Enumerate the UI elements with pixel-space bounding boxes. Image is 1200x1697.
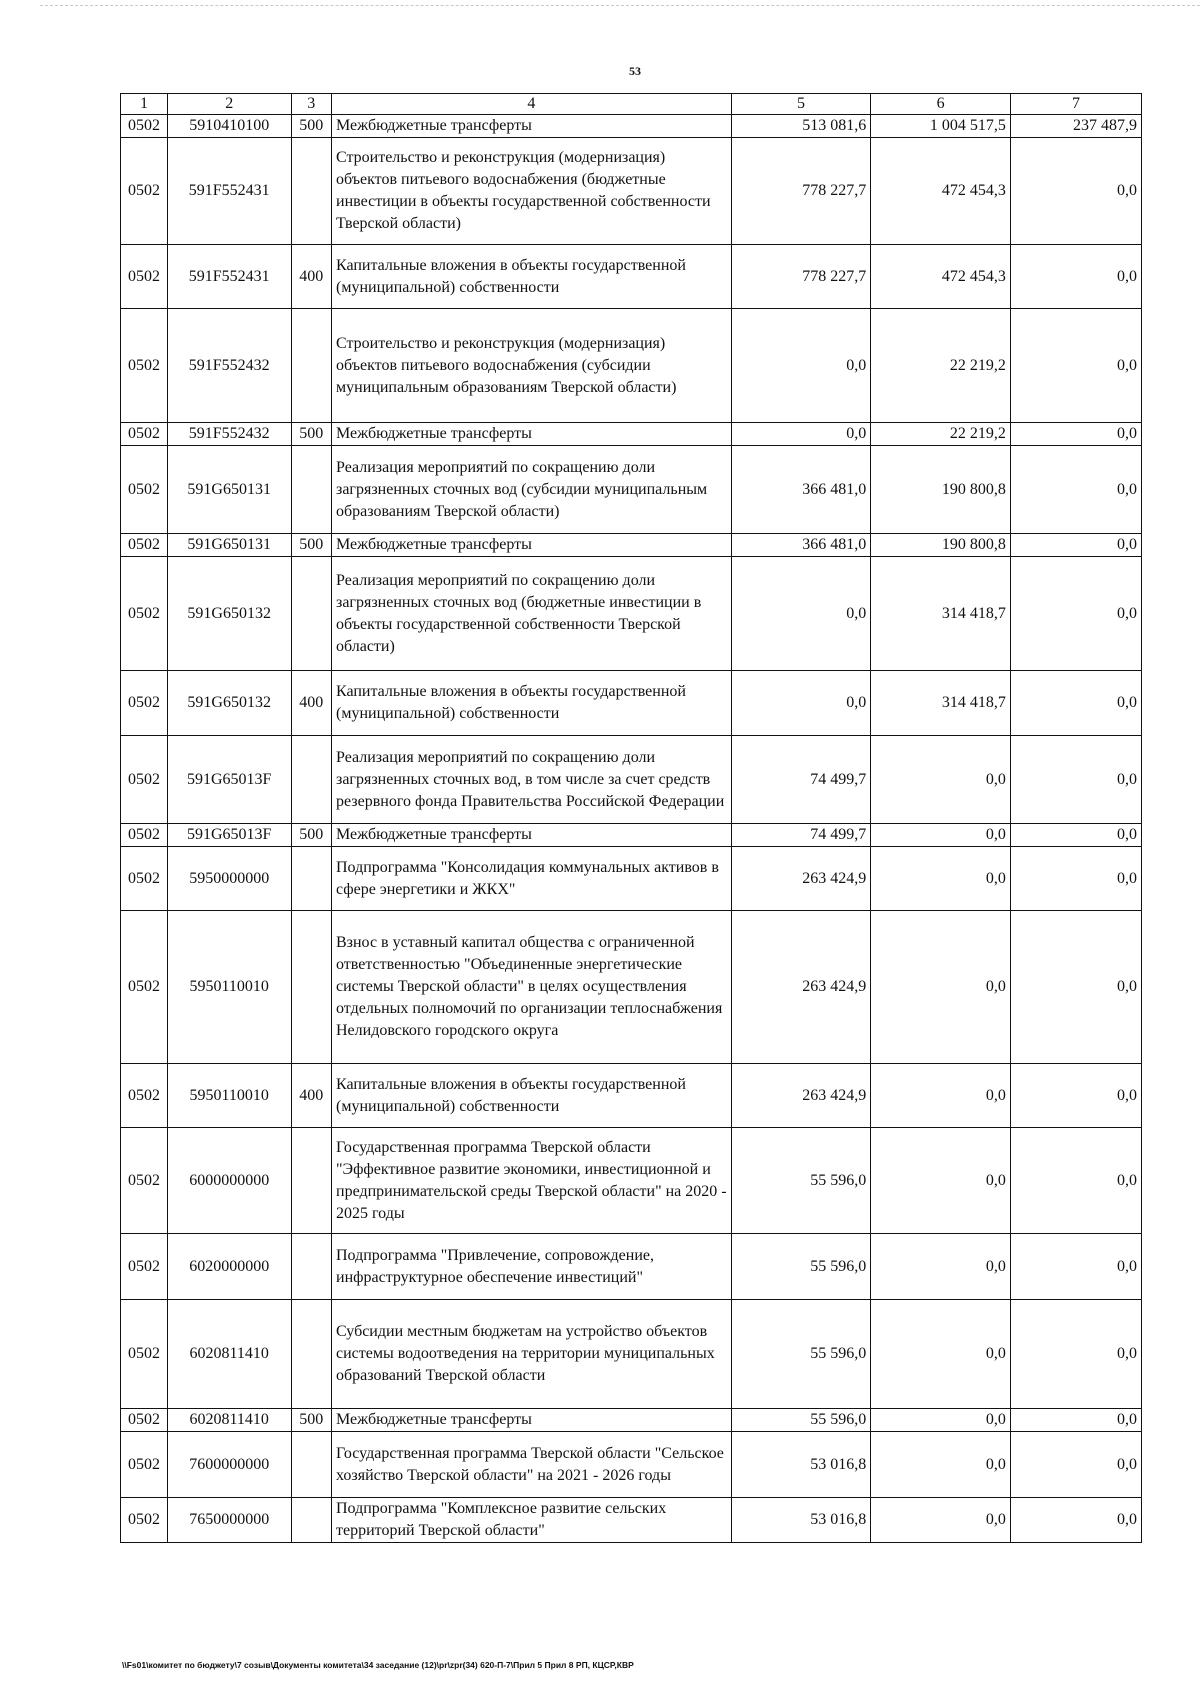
amount-col6-cell: 0,0 [871,1128,1011,1234]
amount-col5-cell: 55 596,0 [731,1234,871,1300]
target-code-cell: 591F552431 [167,245,291,309]
expense-type-cell [291,1498,331,1543]
item-name-cell: Межбюджетные трансферты [332,115,732,138]
expense-type-cell [291,557,331,671]
item-name-cell: Капитальные вложения в объекты государственной (муниципальной) собственности [332,671,732,736]
table-row [121,1300,1142,1409]
column-header: 6 [871,94,1011,115]
column-header: 5 [731,94,871,115]
target-code-cell: 591F552432 [167,423,291,446]
column-header: 7 [1010,94,1141,115]
target-code-cell: 591G65013F [167,824,291,847]
expense-type-cell: 500 [291,115,331,138]
target-code-cell: 591G650132 [167,557,291,671]
amount-col5-cell: 263 424,9 [731,911,871,1064]
amount-col5-cell: 263 424,9 [731,847,871,911]
target-code-cell: 591F552431 [167,138,291,245]
target-code-cell: 5950110010 [167,911,291,1064]
amount-col5-cell: 55 596,0 [731,1128,871,1234]
table-row [121,847,1142,911]
amount-col5-cell: 74 499,7 [731,824,871,847]
item-name-cell: Взнос в уставный капитал общества с ограниченной ответственностью "Объединенные энергетические системы Тверской области" в целях осуществления отдельных полномочий по организации теплоснабжения Нелидовского городского округа [332,911,732,1064]
footer-file-path: \\Fs01\комитет по бюджету\7 созыв\Документы комитета\34 заседание (12)\pr\zpr(34) 620-П-7\Прил 5 Прил 8 РП, КЦСР,КВР [122,1660,634,1670]
amount-col5-cell: 55 596,0 [731,1300,871,1409]
amount-col7-cell: 0,0 [1010,1128,1141,1234]
amount-col5-cell: 0,0 [731,423,871,446]
table-row [121,115,1142,138]
item-name-cell: Реализация мероприятий по сокращению доли загрязненных сточных вод (субсидии муниципальным образованиям Тверской области) [332,446,732,534]
amount-col7-cell: 0,0 [1010,824,1141,847]
target-code-cell: 591F552432 [167,309,291,423]
target-code-cell: 6000000000 [167,1128,291,1234]
amount-col5-cell: 53 016,8 [731,1498,871,1543]
amount-col7-cell: 237 487,9 [1010,115,1141,138]
amount-col6-cell: 22 219,2 [871,309,1011,423]
expense-type-cell: 500 [291,423,331,446]
table-row [121,1498,1142,1543]
amount-col5-cell: 366 481,0 [731,446,871,534]
item-name-cell: Межбюджетные трансферты [332,534,732,557]
amount-col6-cell: 0,0 [871,1432,1011,1498]
amount-col6-cell: 0,0 [871,1300,1011,1409]
amount-col6-cell: 0,0 [871,911,1011,1064]
item-name-cell: Строительство и реконструкция (модернизация) объектов питьевого водоснабжения (субсидии муниципальным образованиям Тверской области) [332,309,732,423]
amount-col5-cell: 53 016,8 [731,1432,871,1498]
section-cell: 0502 [121,1409,168,1432]
section-cell: 0502 [121,1128,168,1234]
amount-col7-cell: 0,0 [1010,1432,1141,1498]
expense-type-cell: 500 [291,824,331,847]
expense-type-cell [291,309,331,423]
amount-col5-cell: 513 081,6 [731,115,871,138]
table-row [121,824,1142,847]
amount-col6-cell: 22 219,2 [871,423,1011,446]
amount-col6-cell: 0,0 [871,1064,1011,1128]
expense-type-cell [291,138,331,245]
amount-col6-cell: 0,0 [871,1409,1011,1432]
section-cell: 0502 [121,115,168,138]
amount-col7-cell: 0,0 [1010,534,1141,557]
table-body [121,115,1142,1543]
table-row [121,1128,1142,1234]
item-name-cell: Государственная программа Тверской области "Сельское хозяйство Тверской области" на 2021 - 2026 годы [332,1432,732,1498]
expense-type-cell: 500 [291,534,331,557]
amount-col6-cell: 314 418,7 [871,557,1011,671]
section-cell: 0502 [121,534,168,557]
section-cell: 0502 [121,446,168,534]
amount-col5-cell: 0,0 [731,309,871,423]
table-row [121,138,1142,245]
amount-col7-cell: 0,0 [1010,1300,1141,1409]
expense-type-cell [291,446,331,534]
table-row [121,446,1142,534]
section-cell: 0502 [121,1064,168,1128]
item-name-cell: Межбюджетные трансферты [332,824,732,847]
section-cell: 0502 [121,824,168,847]
amount-col7-cell: 0,0 [1010,847,1141,911]
amount-col7-cell: 0,0 [1010,1234,1141,1300]
target-code-cell: 591G650131 [167,534,291,557]
amount-col6-cell: 314 418,7 [871,671,1011,736]
section-cell: 0502 [121,245,168,309]
table-row [121,911,1142,1064]
section-cell: 0502 [121,1234,168,1300]
column-header: 1 [121,94,168,115]
amount-col6-cell: 472 454,3 [871,245,1011,309]
amount-col6-cell: 1 004 517,5 [871,115,1011,138]
table-row [121,1064,1142,1128]
amount-col5-cell: 263 424,9 [731,1064,871,1128]
amount-col7-cell: 0,0 [1010,736,1141,824]
target-code-cell: 5950110010 [167,1064,291,1128]
amount-col7-cell: 0,0 [1010,245,1141,309]
target-code-cell: 5910410100 [167,115,291,138]
amount-col5-cell: 74 499,7 [731,736,871,824]
table-row [121,1409,1142,1432]
amount-col6-cell: 0,0 [871,847,1011,911]
amount-col6-cell: 0,0 [871,1234,1011,1300]
amount-col6-cell: 0,0 [871,1498,1011,1543]
item-name-cell: Межбюджетные трансферты [332,1409,732,1432]
section-cell: 0502 [121,671,168,736]
target-code-cell: 6020000000 [167,1234,291,1300]
section-cell: 0502 [121,1432,168,1498]
scan-artifact-line [40,5,1200,6]
item-name-cell: Реализация мероприятий по сокращению доли загрязненных сточных вод (бюджетные инвестиции в объекты государственной собственности Тверской области) [332,557,732,671]
amount-col7-cell: 0,0 [1010,1498,1141,1543]
item-name-cell: Строительство и реконструкция (модернизация) объектов питьевого водоснабжения (бюджетные инвестиции в объекты государственной собственности Тверской области) [332,138,732,245]
amount-col6-cell: 0,0 [871,824,1011,847]
expense-type-cell [291,1432,331,1498]
table-row [121,423,1142,446]
table-row [121,245,1142,309]
expense-type-cell [291,1300,331,1409]
amount-col7-cell: 0,0 [1010,446,1141,534]
section-cell: 0502 [121,423,168,446]
target-code-cell: 591G650132 [167,671,291,736]
item-name-cell: Подпрограмма "Привлечение, сопровождение, инфраструктурное обеспечение инвестиций" [332,1234,732,1300]
target-code-cell: 5950000000 [167,847,291,911]
expense-type-cell [291,1234,331,1300]
table-row [121,534,1142,557]
section-cell: 0502 [121,847,168,911]
expense-type-cell: 400 [291,245,331,309]
item-name-cell: Подпрограмма "Консолидация коммунальных активов в сфере энергетики и ЖКХ" [332,847,732,911]
amount-col6-cell: 190 800,8 [871,534,1011,557]
expense-type-cell [291,736,331,824]
expense-type-cell [291,1128,331,1234]
expense-type-cell: 500 [291,1409,331,1432]
amount-col5-cell: 366 481,0 [731,534,871,557]
amount-col7-cell: 0,0 [1010,911,1141,1064]
section-cell: 0502 [121,736,168,824]
item-name-cell: Субсидии местным бюджетам на устройство объектов системы водоотведения на территории муниципальных образований Тверской области [332,1300,732,1409]
amount-col6-cell: 0,0 [871,736,1011,824]
target-code-cell: 6020811410 [167,1409,291,1432]
item-name-cell: Межбюджетные трансферты [332,423,732,446]
target-code-cell: 7650000000 [167,1498,291,1543]
section-cell: 0502 [121,1300,168,1409]
amount-col5-cell: 0,0 [731,557,871,671]
amount-col6-cell: 472 454,3 [871,138,1011,245]
column-header: 3 [291,94,331,115]
target-code-cell: 7600000000 [167,1432,291,1498]
section-cell: 0502 [121,1498,168,1543]
target-code-cell: 6020811410 [167,1300,291,1409]
section-cell: 0502 [121,911,168,1064]
item-name-cell: Капитальные вложения в объекты государственной (муниципальной) собственности [332,245,732,309]
target-code-cell: 591G65013F [167,736,291,824]
table-row [121,309,1142,423]
table-header-row [121,94,1142,115]
expense-type-cell [291,911,331,1064]
amount-col5-cell: 778 227,7 [731,138,871,245]
expense-type-cell [291,847,331,911]
column-header: 2 [167,94,291,115]
table-row [121,736,1142,824]
item-name-cell: Капитальные вложения в объекты государственной (муниципальной) собственности [332,1064,732,1128]
amount-col7-cell: 0,0 [1010,309,1141,423]
page-number: 53 [629,64,641,78]
target-code-cell: 591G650131 [167,446,291,534]
expense-type-cell: 400 [291,671,331,736]
budget-table [120,93,1142,1543]
section-cell: 0502 [121,138,168,245]
amount-col7-cell: 0,0 [1010,1409,1141,1432]
item-name-cell: Реализация мероприятий по сокращению доли загрязненных сточных вод, в том числе за счет средств резервного фонда Правительства Российской Федерации [332,736,732,824]
column-header: 4 [332,94,732,115]
section-cell: 0502 [121,557,168,671]
table-row [121,671,1142,736]
section-cell: 0502 [121,309,168,423]
amount-col7-cell: 0,0 [1010,557,1141,671]
amount-col5-cell: 0,0 [731,671,871,736]
expense-type-cell: 400 [291,1064,331,1128]
table-row [121,1432,1142,1498]
amount-col5-cell: 778 227,7 [731,245,871,309]
amount-col7-cell: 0,0 [1010,138,1141,245]
table-row [121,557,1142,671]
amount-col7-cell: 0,0 [1010,1064,1141,1128]
amount-col7-cell: 0,0 [1010,671,1141,736]
table-row [121,1234,1142,1300]
amount-col6-cell: 190 800,8 [871,446,1011,534]
amount-col7-cell: 0,0 [1010,423,1141,446]
item-name-cell: Государственная программа Тверской области "Эффективное развитие экономики, инвестиционной и предпринимательской среды Тверской области" на 2020 - 2025 годы [332,1128,732,1234]
item-name-cell: Подпрограмма "Комплексное развитие сельских территорий Тверской области" [332,1498,732,1543]
amount-col5-cell: 55 596,0 [731,1409,871,1432]
